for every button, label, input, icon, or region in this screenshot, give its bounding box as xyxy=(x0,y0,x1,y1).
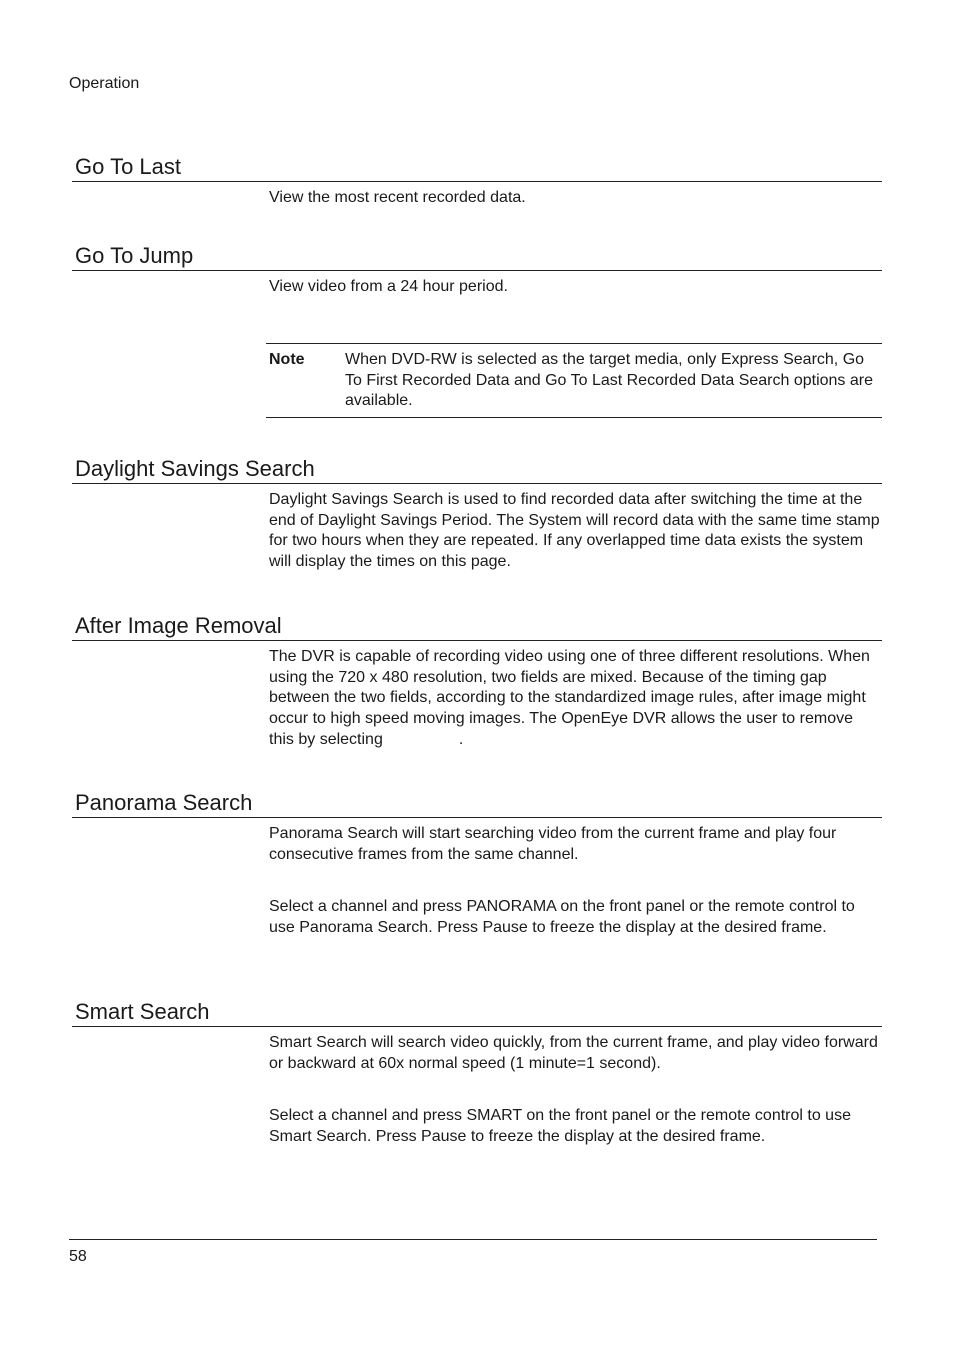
paragraph: Panorama Search will start searching video from the current frame and play four consecutive frames from the same channel. xyxy=(269,825,837,863)
section-title-after-image: After Image Removal xyxy=(72,612,882,641)
note-text: When DVD-RW is selected as the target media, only Express Search, Go To First Recorded Data and Go To Last Recorded Data Search options are available. xyxy=(345,351,873,410)
section-title-smart: Smart Search xyxy=(72,998,882,1027)
paragraph: View video from a 24 hour period. xyxy=(269,278,508,295)
section-panorama xyxy=(72,789,882,939)
section-body-panorama xyxy=(269,824,882,939)
note-box xyxy=(266,343,882,418)
paragraph-end: . xyxy=(458,730,464,748)
paragraph: Daylight Savings Search is used to find recorded data after switching the time at the end of Daylight Savings Period. The System will record data with the same time stamp for two hours when they are repeated. If any overlapped time data exists the system will display the times on this page. xyxy=(269,491,880,571)
paragraph xyxy=(269,647,882,751)
paragraph: Select a channel and press PANORAMA on the front panel or the remote control to use Panorama Search. Press Pause to freeze the display at the desired frame. xyxy=(269,898,855,937)
section-body-go-to-last xyxy=(269,188,882,209)
page-number: 58 xyxy=(69,1248,87,1265)
paragraph-text: The DVR is capable of recording video using one of three different resolutions. When using the 720 x 480 resolution, two fields are mixed. Because of the timing gap between the two fields, according to the standardized image rules, after image might occur to high speed moving images. The OpenEye DVR allows the user to remove this by selecting xyxy=(269,648,870,748)
paragraph: View the most recent recorded data. xyxy=(269,189,526,206)
section-title-panorama: Panorama Search xyxy=(72,789,882,818)
note-label: Note xyxy=(269,351,305,368)
section-title-go-to-last: Go To Last xyxy=(72,153,882,182)
running-header: Operation xyxy=(69,75,140,92)
paragraph: Smart Search will search video quickly, from the current frame, and play video forward or backward at 60x normal speed (1 minute=1 second). xyxy=(269,1034,878,1072)
section-body-after-image xyxy=(269,647,882,751)
section-title-daylight-savings: Daylight Savings Search xyxy=(72,455,882,484)
section-go-to-last xyxy=(72,153,882,209)
section-daylight-savings xyxy=(72,455,882,573)
section-title-go-to-jump: Go To Jump xyxy=(72,242,882,271)
section-after-image xyxy=(72,612,882,751)
section-body-smart xyxy=(269,1033,882,1148)
section-body-daylight-savings xyxy=(269,490,882,573)
section-body-go-to-jump xyxy=(269,277,882,298)
section-smart xyxy=(72,998,882,1148)
section-go-to-jump xyxy=(72,242,882,298)
paragraph: Select a channel and press SMART on the front panel or the remote control to use Smart Search. Press Pause to freeze the display at the desired frame. xyxy=(269,1107,851,1146)
footer-rule xyxy=(69,1239,877,1240)
